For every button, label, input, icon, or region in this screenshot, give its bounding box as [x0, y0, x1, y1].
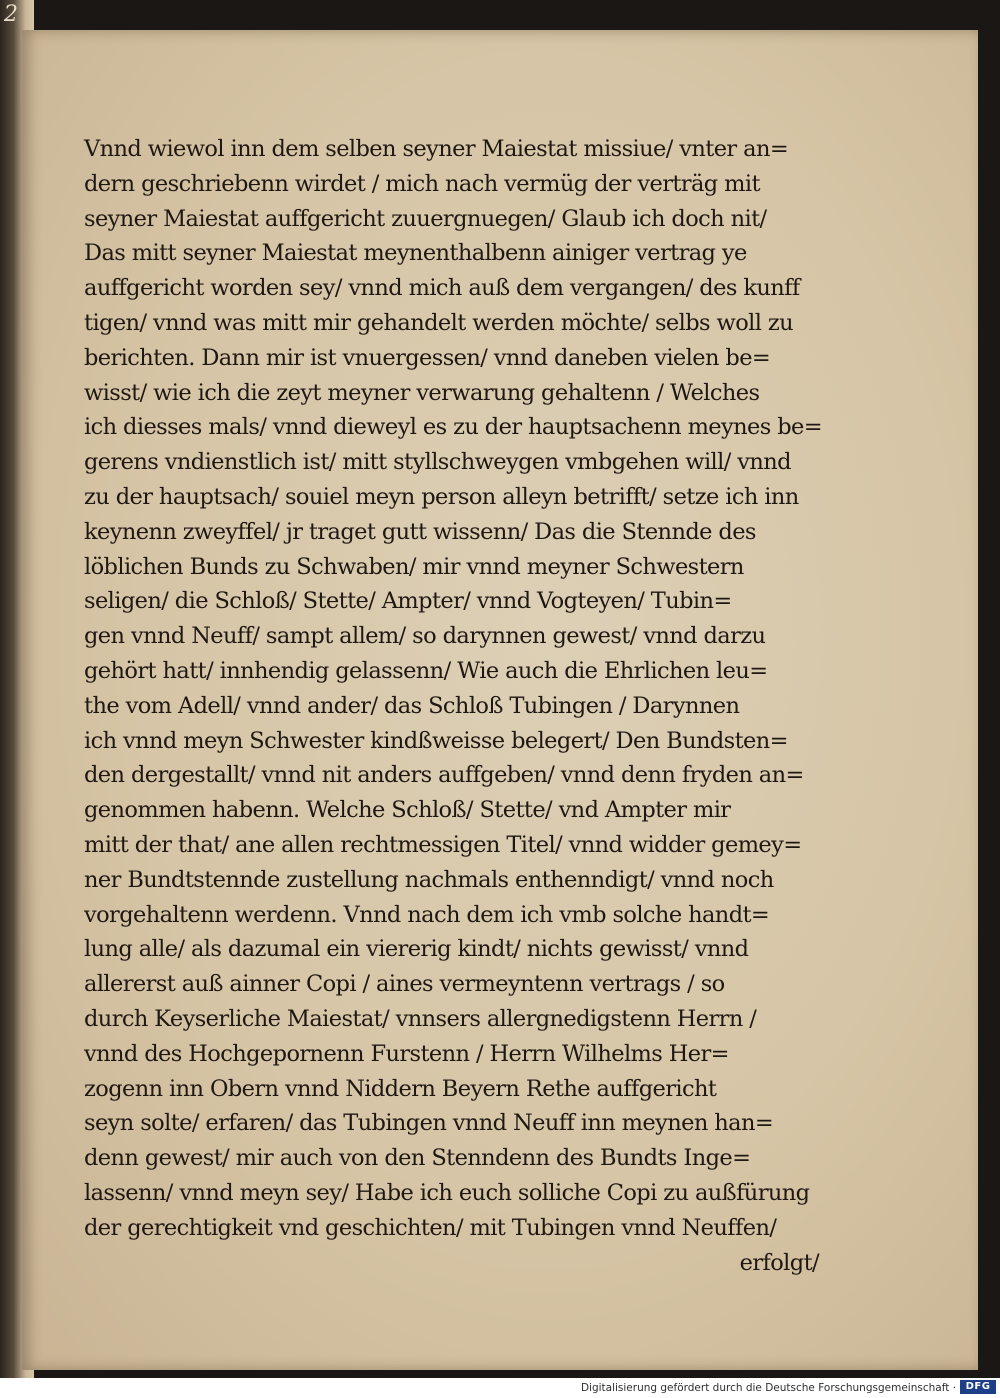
funding-credit: Digitalisierung gefördert durch die Deutsche Forschungsgemeinschaft ·	[580, 1382, 956, 1394]
text-line: löblichen Bunds zu Schwaben/ mir vnnd meyner Schwestern	[84, 553, 744, 580]
text-line: auffgericht worden sey/ vnnd mich auß dem vergangen/ des kunff	[84, 275, 800, 302]
text-line: ner Bundtstennde zustellung nachmals enthenndigt/ vnnd noch	[84, 866, 774, 893]
text-line: seyn solte/ erfaren/ das Tubingen vnnd Neuff inn meynen han=	[84, 1110, 774, 1137]
catchword: erfolgt/	[739, 1249, 819, 1276]
text-line: gen vnnd Neuff/ sampt allem/ so darynnen gewest/ vnnd darzu	[84, 623, 766, 650]
book-page	[22, 30, 978, 1370]
text-line: ich diesses mals/ vnnd dieweyl es zu der hauptsachenn meynes be=	[84, 414, 823, 441]
text-line: gehört hatt/ innhendig gelassenn/ Wie auch die Ehrlichen leu=	[84, 657, 768, 684]
text-line: der gerechtigkeit vnd geschichten/ mit Tubingen vnnd Neuffen/	[84, 1214, 777, 1241]
text-line: vnnd des Hochgepornenn Furstenn / Herrn Wilhelms Her=	[84, 1040, 729, 1067]
text-line: zu der hauptsach/ souiel meyn person alleyn betrifft/ setze ich inn	[84, 483, 799, 510]
text-line: denn gewest/ mir auch von den Stenndenn des Bundts Inge=	[84, 1145, 751, 1172]
text-line: Das mitt seyner Maiestat meynenthalbenn ainiger vertrag ye	[84, 240, 747, 267]
text-line: berichten. Dann mir ist vnuergessen/ vnnd daneben vielen be=	[84, 344, 771, 371]
text-line: genommen habenn. Welche Schloß/ Stette/ vnd Ampter mir	[84, 797, 731, 824]
text-line: keynenn zweyffel/ jr traget gutt wissenn/ Das die Stennde des	[84, 518, 756, 545]
dfg-logo: DFG	[960, 1380, 996, 1394]
corner-mark: 2	[4, 2, 18, 27]
text-line: vorgehaltenn werdenn. Vnnd nach dem ich vmb solche handt=	[84, 901, 770, 928]
text-line: lung alle/ als dazumal ein viererig kindt/ nichts gewisst/ vnnd	[84, 936, 749, 963]
text-line: Vnnd wiewol inn dem selben seyner Maiestat missiue/ vnter an=	[84, 136, 789, 162]
text-line: the vom Adell/ vnnd ander/ das Schloß Tubingen / Darynnen	[84, 692, 740, 719]
text-line: gerens vndienstlich ist/ mitt styllschweygen vmbgehen will/ vnnd	[84, 449, 791, 476]
text-line: ich vnnd meyn Schwester kindßweisse belegert/ Den Bundsten=	[84, 727, 788, 754]
text-line: zogenn inn Obern vnnd Niddern Beyern Rethe auffgericht	[84, 1075, 717, 1102]
text-line: dern geschriebenn wirdet / mich nach vermüg der verträg mit	[84, 170, 760, 197]
text-line: seligen/ die Schloß/ Stette/ Ampter/ vnnd Vogteyen/ Tubin=	[84, 588, 732, 615]
text-line: wisst/ wie ich die zeyt meyner verwarung gehaltenn / Welches	[84, 379, 760, 406]
page-text-block	[84, 132, 823, 1280]
text-line: tigen/ vnnd was mitt mir gehandelt werden möchte/ selbs woll zu	[84, 309, 794, 336]
text-line: den dergestallt/ vnnd nit anders auffgeben/ vnnd denn fryden an=	[84, 762, 804, 789]
text-line: lassenn/ vnnd meyn sey/ Habe ich euch solliche Copi zu außfürung	[84, 1179, 810, 1206]
text-line: allererst auß ainner Copi / aines vermeyntenn vertrags / so	[84, 971, 725, 998]
text-line: mitt der that/ ane allen rechtmessigen Titel/ vnnd widder gemey=	[84, 831, 802, 858]
text-line: seyner Maiestat auffgericht zuuergnuegen/ Glaub ich doch nit/	[84, 205, 767, 232]
text-line: durch Keyserliche Maiestat/ vnnsers allergnedigstenn Herrn /	[84, 1005, 757, 1032]
